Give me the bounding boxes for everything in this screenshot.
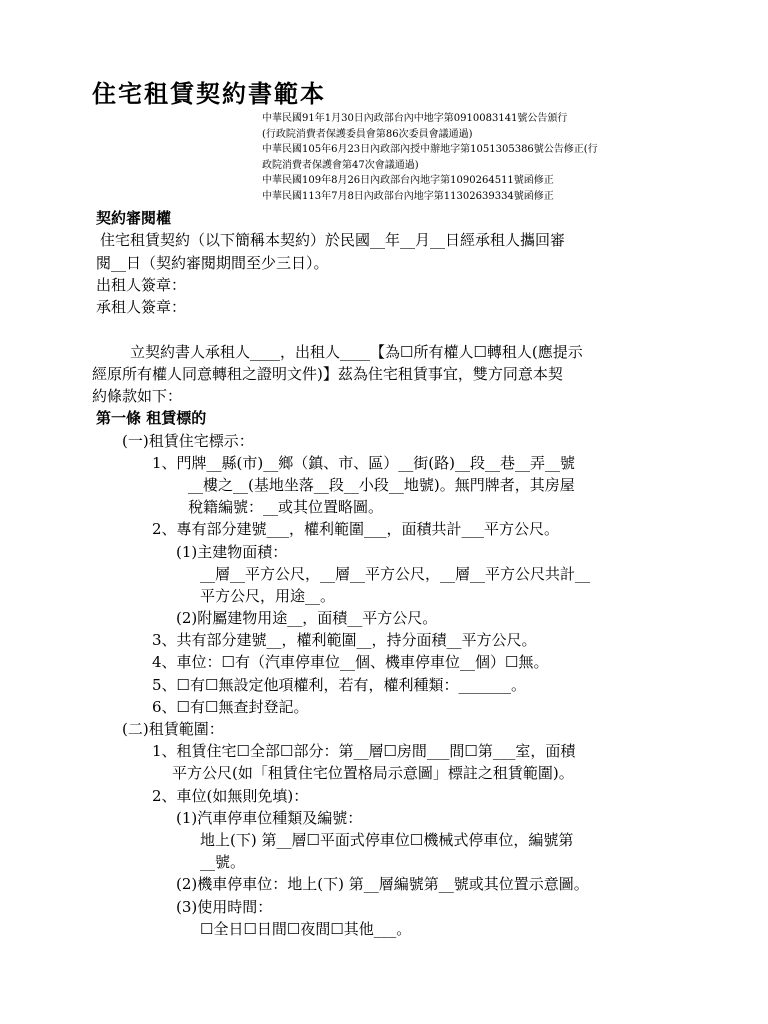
revision-notes <box>262 111 702 205</box>
section-heading-review-right: 契約審閱權 <box>96 209 172 227</box>
revision-note: (行政院消費者保護委員會第86次委員會議通過) <box>262 128 473 140</box>
article-heading: 第一條 租賃標的 <box>96 409 207 427</box>
body-line: 立契約書人承租人____，出租人____【為☐所有權人☐轉租人(應提示 <box>130 343 583 361</box>
list-item: 5、☐有☐無設定他項權利，若有，權利種類：_______。 <box>152 676 526 694</box>
body-line: 經原所有權人同意轉租之證明文件)】茲為住宅租賃事宜，雙方同意本契 <box>92 365 563 383</box>
document-title: 住宅租賃契約書範本 <box>92 79 326 108</box>
list-item-continuation: 平方公尺(如「租賃住宅位置格局示意圖」標註之租賃範圍)。 <box>172 764 574 782</box>
sub-item: (3)使用時間： <box>176 898 273 916</box>
sub-item: (2)附屬建物用途__，面積__平方公尺。 <box>176 609 438 627</box>
subsection-heading: (一)租賃住宅標示： <box>122 432 254 450</box>
sub-item: (1)主建物面積： <box>176 543 288 561</box>
body-line: 住宅租賃契約（以下簡稱本契約）於民國__年__月__日經承租人攜回審 <box>100 231 566 249</box>
list-item: 4、車位：☐有（汽車停車位__個、機車停車位__個）☐無。 <box>152 653 549 671</box>
revision-note: 中華民國105年6月23日內政部內授中辦地字第1051305386號公告修正(行 <box>262 144 598 156</box>
revision-note: 中華民國91年1月30日內政部台內中地字第0910083141號公告頒行 <box>262 113 568 124</box>
list-item: 3、共有部分建號__，權利範圍__，持分面積__平方公尺。 <box>152 631 537 649</box>
tenant-signature-label: 承租人簽章： <box>96 298 187 316</box>
body-line: 閱__日（契約審閱期間至少三日）。 <box>96 254 329 272</box>
revision-note: 政院消費者保護會第47次會議通過) <box>262 159 419 171</box>
sub-item-continuation: __層__平方公尺，__層__平方公尺，__層__平方公尺共計__ <box>200 565 591 583</box>
subsection-heading: (二)租賃範圍： <box>122 720 224 738</box>
list-item: 1、門牌__縣(市)__鄉（鎮、市、區）__街(路)__段__巷__弄__號 <box>152 454 575 472</box>
list-item: 1、租賃住宅☐全部☐部分：第__層☐房間___間☐第___室，面積 <box>152 742 576 760</box>
list-item-continuation: __樓之__(基地坐落__段__小段__地號)。無門牌者，其房屋 <box>188 476 575 494</box>
revision-note: 中華民國113年7月8日內政部台內地字第11302639334號函修正 <box>262 190 554 202</box>
revision-note: 中華民國109年8月26日內政部台內地字第1090264511號函修正 <box>262 175 554 187</box>
body-line: 約條款如下： <box>92 387 183 405</box>
sub-item-continuation: ☐全日☐日間☐夜間☐其他___。 <box>200 920 412 938</box>
sub-item-continuation: 平方公尺，用途__。 <box>200 587 336 605</box>
list-item-continuation: 稅籍編號：__或其位置略圖。 <box>188 498 384 516</box>
list-item: 2、專有部分建號___，權利範圍___，面積共計___平方公尺。 <box>152 520 560 538</box>
list-item: 2、車位(如無則免填)： <box>152 787 309 805</box>
sub-item-continuation: 地上(下) 第__層☐平面式停車位☐機械式停車位，編號第 <box>200 831 574 849</box>
sub-item-continuation: __號。 <box>200 853 246 871</box>
sub-item: (2)機車停車位：地上(下) 第__層編號第__號或其位置示意圖。 <box>176 875 589 893</box>
landlord-signature-label: 出租人簽章： <box>96 276 187 294</box>
list-item: 6、☐有☐無查封登記。 <box>152 698 309 716</box>
sub-item: (1)汽車停車位種類及編號： <box>176 809 363 827</box>
